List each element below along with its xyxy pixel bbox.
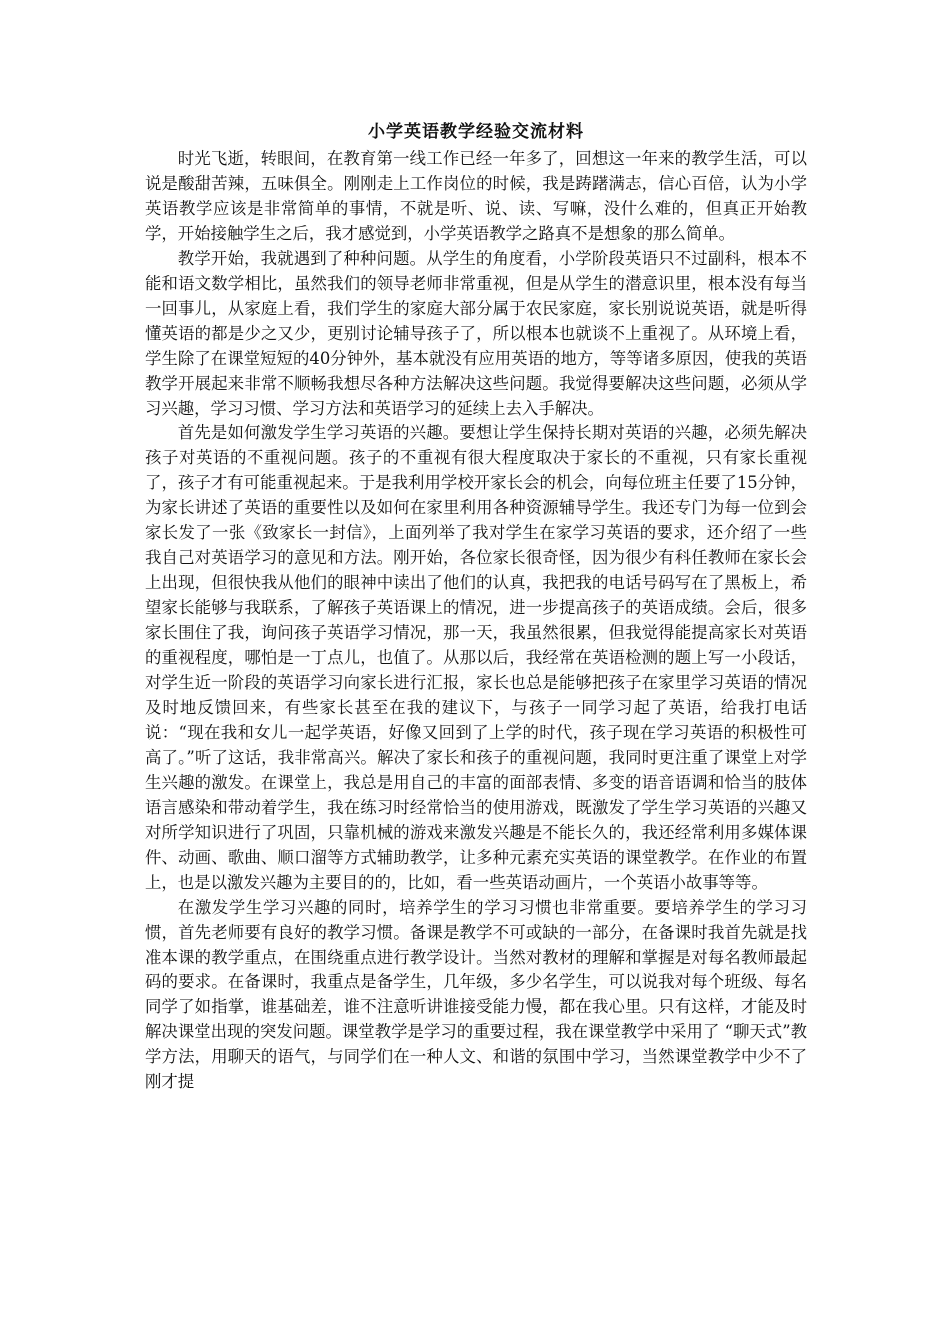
document-page [145, 118, 807, 1095]
document-title: 小学英语教学经验交流材料 [368, 122, 584, 142]
paragraph-4: 在激发学生学习兴趣的同时，培养学生的学习习惯也非常重要。要培养学生的学习习惯，首先老师要有良好的教学习惯。备课是教学不可或缺的一部分，在备课时我首先就是找准本课的教学重点，在围绕重点进行教学设计。当然对教材的理解和掌握是对每名教师最起码的要求。在备课时，我重点是备学生，几年级，多少名学生，可以说我对每个班级、每名同学了如指掌，谁基础差，谁不注意听讲谁接受能力慢，都在我心里。只有这样，才能及时解决课堂出现的突发问题。课堂教学是学习的重要过程，我在课堂教学中采用了 “聊天式”教学方法，用聊天的语气，与同学们在一种人文、和谐的氛围中学习，当然课堂教学中少不了刚才提 [145, 897, 807, 1092]
paragraph-2: 教学开始，我就遇到了种种问题。从学生的角度看，小学阶段英语只不过副科，根本不能和语文数学相比，虽然我们的领导老师非常重视，但是从学生的潜意识里，根本没有每当一回事儿，从家庭上看，我们学生的家庭大部分属于农民家庭，家长别说说英语，就是听得懂英语的都是少之又少，更别讨论辅导孩子了，所以根本也就谈不上重视了。从环境上看，学生除了在课堂短短的40分钟外，基本就没有应用英语的地方，等等诸多原因，使我的英语教学开展起来非常不顺畅我想尽各种方法解决这些问题。我觉得要解决这些问题，必须从学习兴趣，学习习惯、学习方法和英语学习的延续上去入手解决。 [145, 248, 807, 418]
paragraph-3: 首先是如何激发学生学习英语的兴趣。要想让学生保持长期对英语的兴趣，必须先解决孩子对英语的不重视问题。孩子的不重视有很大程度取决于家长的不重视，只有家长重视了，孩子才有可能重视起来。于是我利用学校开家长会的机会，向每位班主任要了15分钟，为家长讲述了英语的重要性以及如何在家里利用各种资源辅导学生。我还专门为每一位到会家长发了一张《致家长一封信》，上面列举了我对学生在家学习英语的要求，还介绍了一些我自己对英语学习的意见和方法。刚开始，各位家长很奇怪，因为很少有科任教师在家长会上出现，但很快我从他们的眼神中读出了他们的认真，我把我的电话号码写在了黑板上，希望家长能够与我联系，了解孩子英语课上的情况，进一步提高孩子的英语成绩。会后，很多家长围住了我，询问孩子英语学习情况，那一天，我虽然很累，但我觉得能提高家长对英语的重视程度，哪怕是一丁点儿，也值了。从那以后，我经常在英语检测的题上写一小段话，对学生近一阶段的英语学习向家长进行汇报，家长也总是能够把孩子在家里学习英语的情况及时地反馈回来，有些家长甚至在我的建议下，与孩子一同学习起了英语，给我打电话说：“现在我和女儿一起学英语，好像又回到了上学的时代，孩子现在学习英语的积极性可高了。”听了这话，我非常高兴。解决了家长和孩子的重视问题，我同时更注重了课堂上对学生兴趣的激发。在课堂上，我总是用自己的丰富的面部表情、多变的语音语调和恰当的肢体语言感染和带动着学生，我在练习时经常恰当的使用游戏，既激发了学生学习英语的兴趣又对所学知识进行了巩固，只靠机械的游戏来激发兴趣是不能长久的，我还经常利用多媒体课件、动画、歌曲、顺口溜等方式辅助教学，让多种元素充实英语的课堂教学。在作业的布置上，也是以激发兴趣为主要目的的，比如，看一些英语动画片，一个英语小故事等等。 [145, 423, 807, 892]
paragraph-1: 时光飞逝，转眼间，在教育第一线工作已经一年多了，回想这一年来的教学生活，可以说是酸甜苦辣，五味俱全。刚刚走上工作岗位的时候，我是踌躇满志，信心百倍，认为小学英语教学应该是非常简单的事情，不就是听、说、读、写嘛，没什么难的，但真正开始教学，开始接触学生之后，我才感觉到，小学英语教学之路真不是想象的那么简单。 [145, 149, 807, 243]
